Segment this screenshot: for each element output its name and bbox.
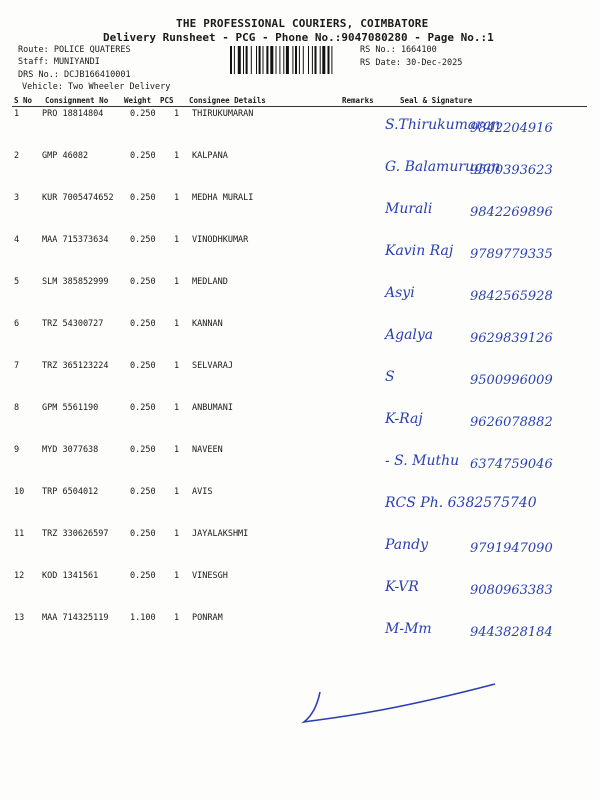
barcode-bar bbox=[331, 46, 332, 74]
row-consignment-no: SLM 385852999 bbox=[42, 277, 109, 287]
row-weight: 0.250 bbox=[130, 151, 156, 161]
row-sno: 11 bbox=[14, 529, 25, 539]
row-signature: K-VR bbox=[385, 579, 419, 595]
row-weight: 0.250 bbox=[130, 319, 156, 329]
barcode-bar bbox=[266, 46, 268, 74]
barcode-bar bbox=[299, 46, 300, 74]
row-weight: 0.250 bbox=[130, 277, 156, 287]
row-pcs: 1 bbox=[174, 571, 180, 581]
row-sno: 8 bbox=[14, 403, 20, 413]
row-pcs: 1 bbox=[174, 277, 180, 287]
row-weight: 0.250 bbox=[130, 445, 156, 455]
rs-date-field: RS Date: 30-Dec-2025 bbox=[360, 58, 463, 68]
row-signature: Agalya bbox=[385, 327, 434, 343]
barcode-bar bbox=[270, 46, 273, 74]
row-consignment-no: GMP 46082 bbox=[42, 151, 89, 161]
row-consignment-no: GPM 5561190 bbox=[42, 403, 99, 413]
row-sno: 3 bbox=[14, 193, 20, 203]
row-consignee-name: KALPANA bbox=[192, 151, 228, 161]
barcode-bar bbox=[283, 46, 284, 74]
row-signature-phone: 9443828184 bbox=[470, 625, 553, 640]
barcode-bar bbox=[259, 46, 261, 74]
row-pcs: 1 bbox=[174, 487, 180, 497]
row-pcs: 1 bbox=[174, 613, 180, 623]
barcode-bar bbox=[243, 46, 244, 74]
barcode-bar bbox=[286, 46, 289, 74]
row-signature: G. Balamurugan bbox=[385, 159, 501, 175]
row-weight: 0.250 bbox=[130, 487, 156, 497]
row-pcs: 1 bbox=[174, 403, 180, 413]
row-sno: 2 bbox=[14, 151, 20, 161]
row-signature: - S. Muthu bbox=[385, 453, 460, 469]
row-sno: 4 bbox=[14, 235, 20, 245]
row-consignment-no: TRP 6504012 bbox=[42, 487, 99, 497]
row-signature-phone: 6374759046 bbox=[470, 457, 553, 472]
row-consignee-name: AVIS bbox=[192, 487, 213, 497]
row-signature: S bbox=[385, 369, 395, 385]
company-title: THE PROFESSIONAL COURIERS, COIMBATORE bbox=[176, 17, 429, 30]
barcode-bar bbox=[320, 46, 321, 74]
row-pcs: 1 bbox=[174, 235, 180, 245]
row-weight: 0.250 bbox=[130, 235, 156, 245]
row-consignee-name: NAVEEN bbox=[192, 445, 223, 455]
row-signature: Pandy bbox=[385, 537, 429, 553]
row-consignment-no: TRZ 330626597 bbox=[42, 529, 109, 539]
col-consignment: Consignment No bbox=[45, 96, 109, 105]
barcode-bar bbox=[328, 46, 330, 74]
row-signature-phone: 9500996009 bbox=[470, 373, 553, 388]
row-sno: 5 bbox=[14, 277, 20, 287]
row-pcs: 1 bbox=[174, 361, 180, 371]
row-consignment-no: KOD 1341561 bbox=[42, 571, 99, 581]
closing-scribble bbox=[300, 682, 500, 732]
col-pcs: PCS bbox=[160, 96, 174, 105]
row-consignment-no: MYD 3077638 bbox=[42, 445, 99, 455]
row-weight: 0.250 bbox=[130, 529, 156, 539]
row-consignee-name: JAYALAKSHMI bbox=[192, 529, 249, 539]
rs-number-field: RS No.: 1664100 bbox=[360, 45, 437, 55]
row-consignee-name: SELVARAJ bbox=[192, 361, 233, 371]
row-pcs: 1 bbox=[174, 319, 180, 329]
row-consignee-name: MEDLAND bbox=[192, 277, 228, 287]
col-remarks: Remarks bbox=[342, 96, 374, 105]
barcode-bar bbox=[256, 46, 257, 74]
route-field: Route: POLICE QUATERES bbox=[18, 45, 131, 55]
row-consignment-no: MAA 714325119 bbox=[42, 613, 109, 623]
row-consignee-name: KANNAN bbox=[192, 319, 223, 329]
row-sno: 1 bbox=[14, 109, 20, 119]
row-signature-phone: 9500393623 bbox=[470, 163, 553, 178]
barcode bbox=[230, 46, 356, 74]
row-consignee-name: PONRAM bbox=[192, 613, 223, 623]
barcode-bar bbox=[234, 46, 235, 74]
row-weight: 0.250 bbox=[130, 361, 156, 371]
barcode-bar bbox=[295, 46, 297, 74]
row-signature: S.Thirukumaran bbox=[385, 117, 501, 133]
header-rule bbox=[12, 106, 587, 107]
barcode-bar bbox=[303, 46, 304, 74]
row-signature-phone: 9080963383 bbox=[470, 583, 553, 598]
row-signature: Murali bbox=[385, 201, 433, 217]
col-consignee: Consignee Details bbox=[189, 96, 266, 105]
barcode-bar bbox=[322, 46, 325, 74]
row-consignee-name: VINESGH bbox=[192, 571, 228, 581]
row-sno: 6 bbox=[14, 319, 20, 329]
row-weight: 0.250 bbox=[130, 571, 156, 581]
col-sno: S No bbox=[14, 96, 33, 105]
row-pcs: 1 bbox=[174, 109, 180, 119]
row-sno: 13 bbox=[14, 613, 25, 623]
row-consignment-no: TRZ 365123224 bbox=[42, 361, 109, 371]
row-sno: 7 bbox=[14, 361, 20, 371]
row-signature: Kavin Raj bbox=[385, 243, 454, 259]
row-weight: 0.250 bbox=[130, 193, 156, 203]
row-signature-phone: 9842565928 bbox=[470, 289, 553, 304]
row-consignment-no: MAA 715373634 bbox=[42, 235, 109, 245]
barcode-bar bbox=[251, 46, 252, 74]
barcode-bar bbox=[308, 46, 309, 74]
barcode-bar bbox=[279, 46, 280, 74]
row-signature: RCS Ph. 6382575740 bbox=[385, 495, 537, 511]
row-consignee-name: MEDHA MURALI bbox=[192, 193, 254, 203]
row-signature: Asyi bbox=[385, 285, 415, 301]
col-seal-signature: Seal & Signature bbox=[400, 96, 473, 105]
row-weight: 1.100 bbox=[130, 613, 156, 623]
row-pcs: 1 bbox=[174, 529, 180, 539]
row-signature-phone: 9791947090 bbox=[470, 541, 553, 556]
row-signature-phone: 9789779335 bbox=[470, 247, 553, 262]
row-signature-phone: 9629839126 bbox=[470, 331, 553, 346]
barcode-bar bbox=[238, 46, 241, 74]
runsheet-subtitle: Delivery Runsheet - PCG - Phone No.:9047080280 - Page No.:1 bbox=[103, 31, 494, 44]
row-weight: 0.250 bbox=[130, 109, 156, 119]
row-signature-phone: 9842269896 bbox=[470, 205, 553, 220]
row-consignment-no: KUR 7005474652 bbox=[42, 193, 114, 203]
row-pcs: 1 bbox=[174, 445, 180, 455]
barcode-bar bbox=[312, 46, 313, 74]
barcode-bar bbox=[263, 46, 264, 74]
barcode-bar bbox=[292, 46, 293, 74]
col-weight: Weight bbox=[124, 96, 152, 105]
barcode-bar bbox=[276, 46, 277, 74]
barcode-bar bbox=[230, 46, 232, 74]
vehicle-field: Vehicle: Two Wheeler Delivery bbox=[22, 82, 171, 92]
barcode-bar bbox=[246, 46, 248, 74]
row-sno: 9 bbox=[14, 445, 20, 455]
row-pcs: 1 bbox=[174, 193, 180, 203]
row-consignee-name: THIRUKUMARAN bbox=[192, 109, 254, 119]
row-sno: 12 bbox=[14, 571, 25, 581]
row-signature-phone: 9842204916 bbox=[470, 121, 553, 136]
row-signature: K-Raj bbox=[385, 411, 423, 427]
barcode-bar bbox=[315, 46, 317, 74]
row-sno: 10 bbox=[14, 487, 25, 497]
drs-field: DRS No.: DCJB166410001 bbox=[18, 70, 131, 80]
row-signature-phone: 9626078882 bbox=[470, 415, 553, 430]
row-signature: M-Mm bbox=[385, 621, 432, 637]
row-consignee-name: ANBUMANI bbox=[192, 403, 233, 413]
row-consignment-no: PRO 18814804 bbox=[42, 109, 104, 119]
row-weight: 0.250 bbox=[130, 403, 156, 413]
row-consignee-name: VINODHKUMAR bbox=[192, 235, 249, 245]
staff-field: Staff: MUNIYANDI bbox=[18, 57, 100, 67]
row-pcs: 1 bbox=[174, 151, 180, 161]
row-consignment-no: TRZ 54300727 bbox=[42, 319, 104, 329]
